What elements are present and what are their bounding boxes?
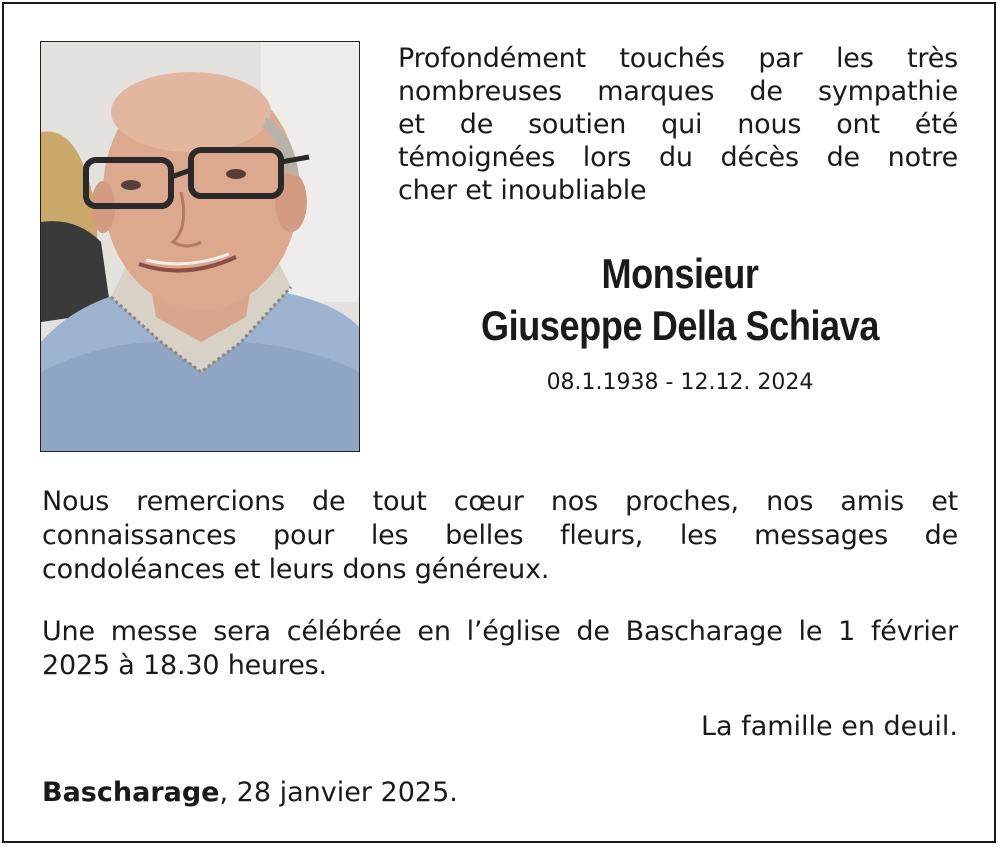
thanks-line: Nous remercions de tout cœur nos proches, nos amis et [42,486,958,517]
intro-line: cher et inoubliable [398,175,647,206]
mass-paragraph [42,615,958,683]
intro-line: Profondément touchés par les très [398,43,958,74]
honorific: Monsieur [601,250,759,297]
notice-date: , 28 janvier 2025. [219,777,458,808]
thanks-paragraph [42,485,958,587]
intro-line: et de soutien qui nous ont été [398,109,958,140]
place-and-date [42,776,458,810]
thanks-line: connaissances pour les belles fleurs, les messages de [42,520,958,551]
deceased-name-block [380,248,980,352]
thanks-line: condoléances et leurs dons généreux. [42,554,550,585]
deceased-name: Giuseppe Della Schiava [480,302,880,349]
place-name: Bascharage [42,777,220,808]
family-signature: La famille en deuil. [701,711,958,742]
mass-line: 2025 à 18.30 heures. [42,650,327,681]
intro-line: nombreuses marques de sympathie [398,76,958,107]
life-dates: 08.1.1938 - 12.12. 2024 [546,370,814,395]
intro-line: témoignées lors du décès de notre [398,142,958,173]
portrait-photo [40,41,360,452]
mass-line: Une messe sera célébrée en l’église de Bascharage le 1 février [42,616,958,647]
intro-text [398,42,958,207]
